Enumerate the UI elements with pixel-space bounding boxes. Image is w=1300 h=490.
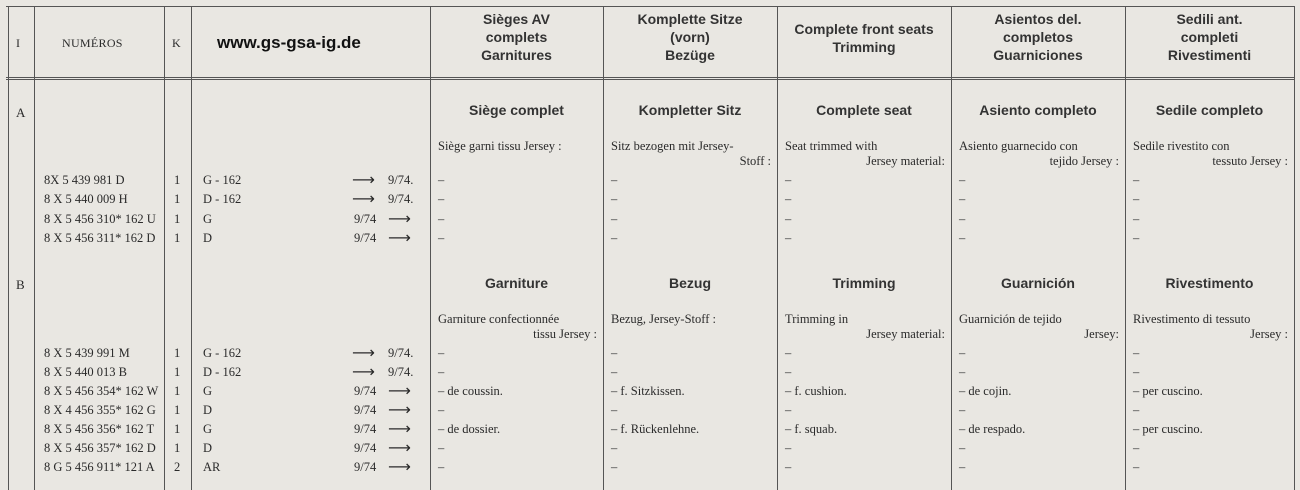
description-line: Jersey: [1084,327,1119,341]
language-header-line: completi [1180,29,1239,45]
language-cell: – [611,173,618,187]
section-letter: B [16,277,25,292]
date-until: 9/74. [388,192,414,206]
part-row [0,381,1300,403]
part-number: 8 G 5 456 911* 121 A [44,460,155,474]
language-cell: – f. cushion. [785,384,847,398]
part-row [0,438,1300,460]
section-title: Sedile completo [1155,102,1264,118]
description-line: Seat trimmed with [785,139,878,153]
quantity-k: 1 [174,441,181,455]
description-line: tessuto Jersey : [1212,154,1288,168]
website-watermark: www.gs-gsa-ig.de [217,33,361,52]
quantity-k: 1 [174,192,181,206]
language-header [777,20,951,56]
language-header-line: Sedili ant. [1176,11,1243,27]
language-cell: – [959,403,966,417]
language-header [430,10,603,64]
date-from: 9/74 [354,212,377,226]
section-letter: A [16,105,26,120]
language-header [1125,10,1294,64]
language-cell: – [1133,192,1140,206]
language-cell: – [959,212,966,226]
language-cell: – [959,365,966,379]
arrow-right-icon: ⟶ [388,400,411,419]
language-header-line: Guarniciones [993,47,1083,63]
side-code: G - 162 [203,346,242,360]
section-description [785,312,945,342]
side-code: D - 162 [203,365,242,379]
date-from: 9/74 [354,441,377,455]
section-title: Complete seat [816,102,912,118]
arrow-right-icon: ⟶ [352,343,375,362]
language-cell: – [959,460,966,474]
section-title: Trimming [832,275,896,291]
description-line: Sedile rivestito con [1133,139,1230,153]
language-cell: – [785,403,792,417]
language-cell: – [611,403,618,417]
arrow-right-icon: ⟶ [352,362,375,381]
language-header [951,10,1125,64]
language-cell: – [611,460,618,474]
description-line: Stoff : [739,154,771,168]
arrow-right-icon: ⟶ [388,419,411,438]
description-line: tejido Jersey : [1049,154,1119,168]
description-line: Jersey material: [866,154,945,168]
language-cell: – [611,346,618,360]
side-code: G [203,384,213,398]
language-cell: – [785,346,792,360]
top-rule [6,6,1294,7]
date-until: 9/74. [388,365,414,379]
language-cell: – f. squab. [785,422,838,436]
column-header-i: I [16,36,21,50]
part-number: 8 X 5 456 310* 162 U [44,212,156,226]
description-line: Asiento guarnecido con [959,139,1078,153]
language-cell: – [959,441,966,455]
language-header-line: Sièges AV [483,11,550,27]
language-header-line: Komplette Sitze [637,11,743,27]
part-number: 8 X 5 439 991 M [44,346,130,360]
side-code: D - 162 [203,192,242,206]
description-line: Bezug, Jersey-Stoff : [611,312,716,326]
part-row [0,419,1300,441]
language-header [603,10,777,64]
language-cell: – de coussin. [438,384,503,398]
language-cell: – [438,460,445,474]
section-description [438,312,597,342]
language-cell: – [1133,231,1140,245]
section-description [959,312,1119,342]
language-cell: – [611,192,618,206]
language-cell: – [959,231,966,245]
language-cell: – [959,346,966,360]
section-title: Rivestimento [1165,275,1254,291]
description-line: Siège garni tissu Jersey : [438,139,562,153]
language-cell: – [1133,173,1140,187]
quantity-k: 1 [174,231,181,245]
section-description [1133,312,1288,342]
language-header-line: Asientos del. [994,11,1082,27]
description-line: Rivestimento di tessuto [1133,312,1251,326]
language-cell: – [785,212,792,226]
date-until: 9/74. [388,346,414,360]
date-from: 9/74 [354,231,377,245]
language-cell: – [438,231,445,245]
part-row [0,209,1300,231]
arrow-right-icon: ⟶ [352,170,375,189]
quantity-k: 2 [174,460,181,474]
language-cell: – [1133,346,1140,360]
section-description [785,139,945,169]
language-header-line: Bezüge [665,47,715,63]
column-header-numeros: NUMÉROS [62,36,123,50]
header-rule [6,77,1294,78]
section-title: Bezug [669,275,711,291]
part-row [0,189,1300,211]
description-line: Sitz bezogen mit Jersey- [611,139,734,153]
part-row [0,343,1300,365]
language-header-line: Complete front seats [794,21,934,37]
language-cell: – [438,173,445,187]
header-rule-double [6,79,1294,80]
part-number: 8 X 5 456 311* 162 D [44,231,156,245]
language-header-line: Trimming [832,39,896,55]
language-cell: – [438,441,445,455]
language-cell: – [438,403,445,417]
language-cell: – [785,441,792,455]
quantity-k: 1 [174,422,181,436]
quantity-k: 1 [174,173,181,187]
arrow-right-icon: ⟶ [388,209,411,228]
side-code: D [203,403,213,417]
description-line: Jersey material: [866,327,945,341]
part-row [0,400,1300,422]
part-row [0,362,1300,384]
section-description [438,139,597,154]
language-cell: – [785,460,792,474]
description-line: Garniture confectionnée [438,312,560,326]
section-title: Guarnición [1001,275,1075,291]
part-number: 8 X 5 456 357* 162 D [44,441,156,455]
language-cell: – [1133,403,1140,417]
section-description [959,139,1119,169]
language-cell: – [438,192,445,206]
side-code: D [203,231,213,245]
language-cell: – [1133,441,1140,455]
quantity-k: 1 [174,212,181,226]
language-cell: – [785,231,792,245]
part-row [0,170,1300,192]
part-number: 8 X 4 456 355* 162 G [44,403,156,417]
part-number: 8 X 5 440 009 H [44,192,128,206]
date-from: 9/74 [354,422,377,436]
section-description [611,312,771,327]
description-line: Jersey : [1250,327,1288,341]
arrow-right-icon: ⟶ [352,189,375,208]
column-header-k: K [172,36,181,50]
language-cell: – f. Sitzkissen. [611,384,685,398]
language-cell: – de respado. [959,422,1026,436]
part-number: 8 X 5 456 354* 162 W [44,384,159,398]
language-cell: – [611,212,618,226]
language-cell: – [1133,365,1140,379]
language-cell: – [611,365,618,379]
language-cell: – [438,212,445,226]
language-cell: – per cuscino. [1133,384,1203,398]
arrow-right-icon: ⟶ [388,381,411,400]
language-header-line: completos [1002,29,1073,45]
language-cell: – de cojin. [959,384,1012,398]
description-line: tissu Jersey : [533,327,597,341]
section-title: Asiento completo [979,102,1097,118]
part-row [0,457,1300,479]
arrow-right-icon: ⟶ [388,228,411,247]
section-description [611,139,771,169]
language-cell: – [959,192,966,206]
description-line: Trimming in [785,312,849,326]
section-description [1133,139,1288,169]
language-cell: – f. Rückenlehne. [611,422,700,436]
language-cell: – [611,231,618,245]
quantity-k: 1 [174,365,181,379]
quantity-k: 1 [174,384,181,398]
date-from: 9/74 [354,403,377,417]
description-line: Guarnición de tejido [959,312,1062,326]
section-title: Siège complet [469,102,564,118]
language-cell: – [785,365,792,379]
section-title: Kompletter Sitz [638,102,742,118]
side-code: G - 162 [203,173,242,187]
language-cell: – per cuscino. [1133,422,1203,436]
language-header-line: Rivestimenti [1167,47,1252,63]
date-from: 9/74 [354,460,377,474]
arrow-right-icon: ⟶ [388,438,411,457]
language-cell: – [438,346,445,360]
language-cell: – [1133,460,1140,474]
part-number: 8 X 5 440 013 B [44,365,127,379]
language-cell: – [959,173,966,187]
part-row [0,228,1300,250]
side-code: G [203,212,213,226]
part-number: 8X 5 439 981 D [44,173,125,187]
language-header-line: complets [485,29,548,45]
side-code: D [203,441,213,455]
language-cell: – [438,365,445,379]
language-cell: – [785,173,792,187]
side-code: AR [203,460,221,474]
language-header-line: (vorn) [670,29,710,45]
part-number: 8 X 5 456 356* 162 T [44,422,155,436]
date-until: 9/74. [388,173,414,187]
language-cell: – [611,441,618,455]
date-from: 9/74 [354,384,377,398]
side-code: G [203,422,213,436]
language-cell: – [1133,212,1140,226]
language-header-line: Garnitures [481,47,552,63]
section-title: Garniture [484,275,548,291]
language-cell: – de dossier. [438,422,501,436]
language-cell: – [785,192,792,206]
arrow-right-icon: ⟶ [388,457,411,476]
quantity-k: 1 [174,346,181,360]
quantity-k: 1 [174,403,181,417]
